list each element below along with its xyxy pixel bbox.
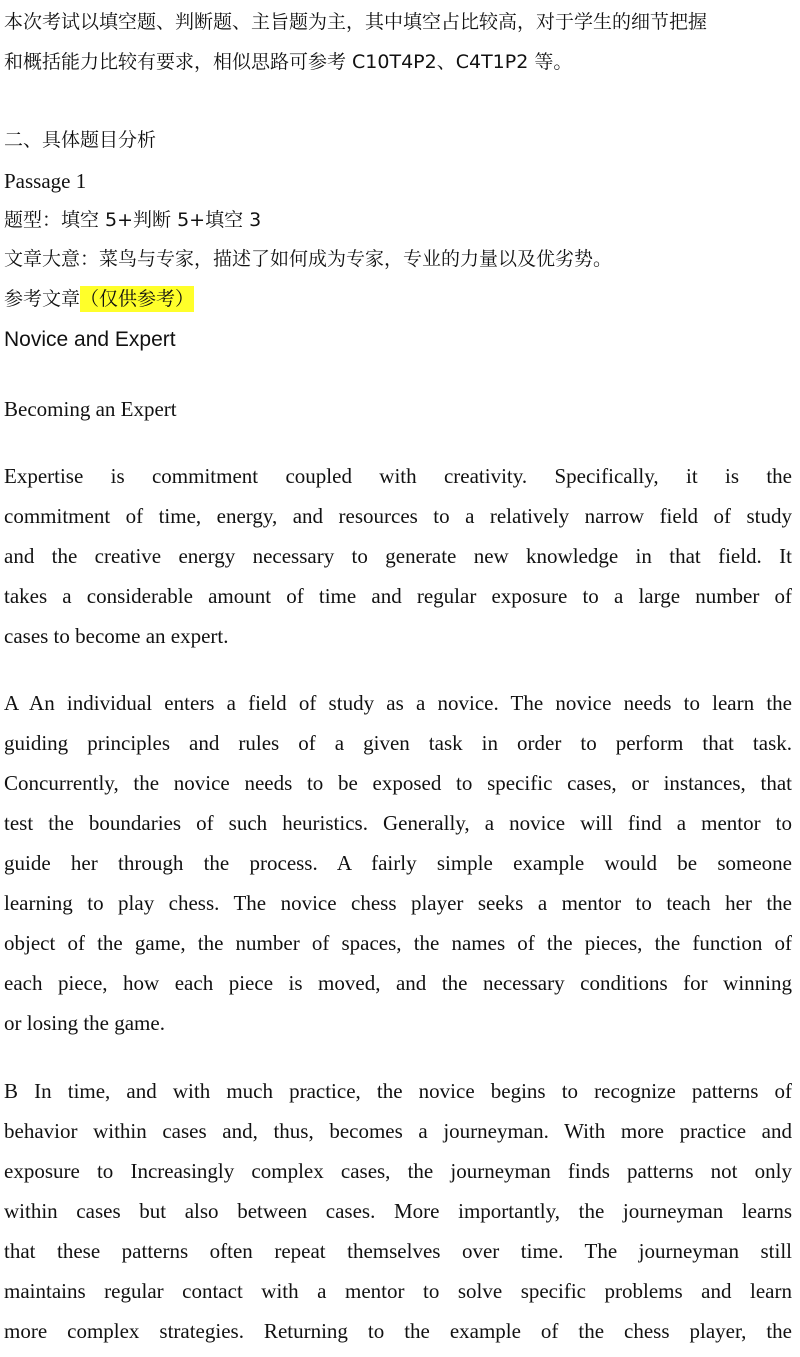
paragraph-line: cases to become an expert. <box>4 624 229 648</box>
intro-line: 和概括能力比较有要求，相似思路可参考 C10T4P2、C4T1P2 等。 <box>4 51 573 73</box>
reference-line <box>4 279 792 319</box>
paragraph-line: B In time, and with much practice, the novice begins to recognize patterns of <box>4 1079 792 1103</box>
paragraph-line: or losing the game. <box>4 1011 165 1035</box>
section-heading: 二、具体题目分析 <box>4 129 157 151</box>
question-types: 题型：填空 5+判断 5+填空 3 <box>4 209 262 231</box>
paragraph-line: test the boundaries of such heuristics. Generally, a novice will find a mentor to <box>4 811 792 835</box>
passage-label: Passage 1 <box>4 169 87 193</box>
paragraph-line: Concurrently, the novice needs to be exposed to specific cases, or instances, that <box>4 771 792 795</box>
intro-line: 本次考试以填空题、判断题、主旨题为主，其中填空占比较高，对于学生的细节把握 <box>4 11 708 33</box>
paragraph-line: learning to play chess. The novice chess player seeks a mentor to teach her the <box>4 891 792 915</box>
paragraph-line: each piece, how each piece is moved, and the necessary conditions for winning <box>4 971 792 995</box>
main-idea: 文章大意：菜鸟与专家，描述了如何成为专家，专业的力量以及优劣势。 <box>4 248 613 270</box>
paragraph-line: object of the game, the number of spaces, the names of the pieces, the function of <box>4 931 792 955</box>
paragraph-line: within cases but also between cases. More importantly, the journeyman learns <box>4 1199 792 1223</box>
paragraph-line: that these patterns often repeat themselves over time. The journeyman still <box>4 1239 792 1263</box>
paragraph-line: maintains regular contact with a mentor to solve specific problems and learn <box>4 1279 792 1303</box>
article-title: Novice and Expert <box>4 328 176 351</box>
paragraph-line: A An individual enters a field of study as a novice. The novice needs to learn the <box>4 691 792 715</box>
paragraph-line: takes a considerable amount of time and regular exposure to a large number of <box>4 584 792 608</box>
highlighted-note: （仅供参考） <box>80 288 195 310</box>
paragraph-a <box>4 683 792 1043</box>
paragraph-line: behavior within cases and, thus, becomes a journeyman. With more practice and <box>4 1119 792 1143</box>
paragraph-line: guide her through the process. A fairly simple example would be someone <box>4 851 792 875</box>
paragraph-line: exposure to Increasingly complex cases, the journeyman finds patterns not only <box>4 1159 792 1183</box>
intro-paragraph <box>4 2 792 82</box>
paragraph-line: more complex strategies. Returning to the example of the chess player, the <box>4 1319 792 1343</box>
article-subtitle: Becoming an Expert <box>4 397 177 421</box>
paragraph-line: and the creative energy necessary to generate new knowledge in that field. It <box>4 544 792 568</box>
paragraph-intro <box>4 456 792 656</box>
paragraph-b <box>4 1071 792 1351</box>
paragraph-line: commitment of time, energy, and resources to a relatively narrow field of study <box>4 504 792 528</box>
paragraph-line: guiding principles and rules of a given task in order to perform that task. <box>4 731 792 755</box>
reference-label: 参考文章 <box>4 288 81 310</box>
paragraph-line: Expertise is commitment coupled with creativity. Specifically, it is the <box>4 464 792 488</box>
